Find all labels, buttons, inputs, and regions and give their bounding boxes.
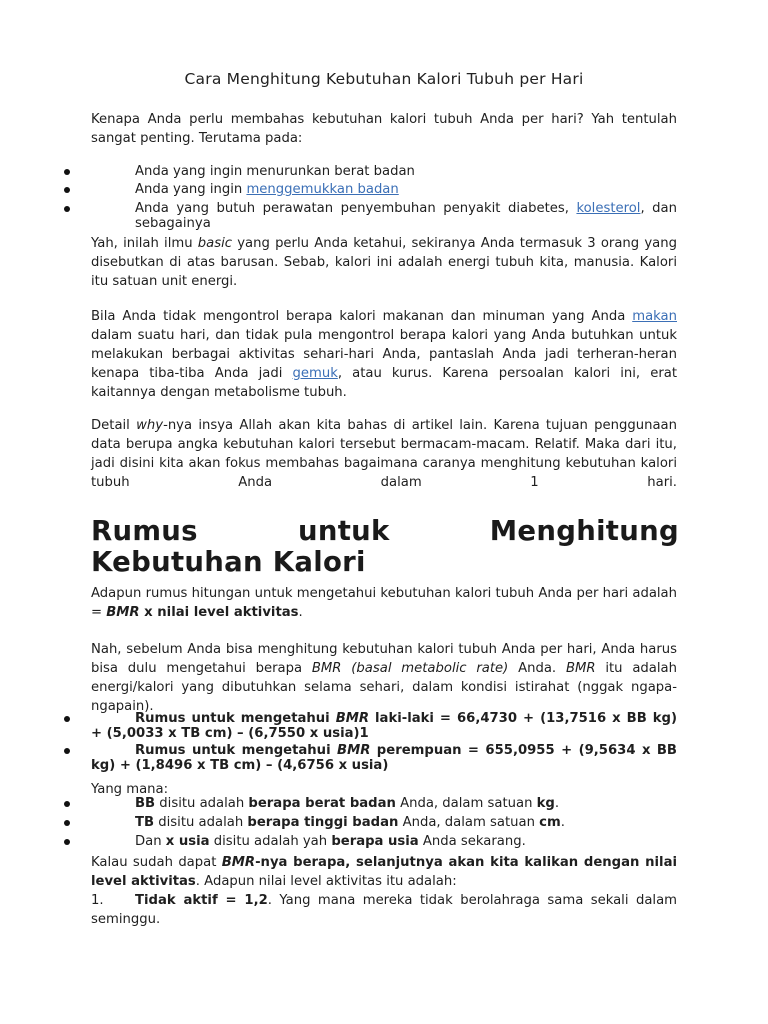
definition-tb: TB disitu adalah berapa tinggi badan Anda, dalam satuan cm. (135, 815, 565, 830)
paragraph-basic: Yah, inilah ilmu basic yang perlu Anda ketahui, sekiranya Anda termasuk 3 orang yang disebutkan di atas barusan. Sebab, kalori ini adalah energi tubuh kita, manusia. Kalori itu satuan unit energi. (91, 236, 677, 289)
bullet-icon (64, 820, 70, 826)
paragraph-kalau: Kalau sudah dapat BMR-nya berapa, selanjutnya akan kita kalikan dengan nilai level aktivitas. Adapun nilai level aktivitas itu adalah: (91, 855, 677, 889)
bullet-icon (64, 169, 70, 175)
link-kolesterol[interactable]: kolesterol (576, 201, 641, 216)
paragraph-detail: Detail why-nya insya Allah akan kita bahas di artikel lain. Karena tujuan penggunaan data berupa angka kebutuhan kalori tersebut bermacam-macam. Relatif. Maka dari itu, jadi disini kita akan fokus membahas bagaimana caranya menghitung kebutuhan kalori tubuh Anda dalam 1 hari. (91, 418, 677, 490)
section-heading: Rumus untuk Menghitung Kebutuhan Kalori (91, 515, 679, 578)
yang-mana-text: Yang mana: (91, 782, 169, 797)
document-title: Cara Menghitung Kebutuhan Kalori Tubuh per Hari (184, 70, 584, 88)
bullet-icon (64, 839, 70, 845)
formula-male: Rumus untuk mengetahui BMR laki-laki = 66,4730 + (13,7516 x BB kg) + (5,0033 x TB cm) – (6,7550 x usia)1 (91, 711, 677, 741)
list-item-text: Anda yang butuh perawatan penyembuhan penyakit diabetes, kolesterol, dan sebagainya (135, 201, 677, 231)
link-menggemukkan-badan[interactable]: menggemukkan badan (246, 182, 399, 197)
bullet-icon (64, 187, 70, 193)
bullet-icon (64, 801, 70, 807)
link-gemuk[interactable]: gemuk (292, 366, 338, 381)
formula-female: Rumus untuk mengetahui BMR perempuan = 655,0955 + (9,5634 x BB kg) + (1,8496 x TB cm) – (4,6756 x usia) (91, 743, 677, 773)
bullet-icon (64, 206, 70, 212)
intro-paragraph: Kenapa Anda perlu membahas kebutuhan kalori tubuh Anda per hari? Yah tentulah sangat penting. Terutama pada: (91, 112, 677, 146)
activity-level-item: 1. Tidak aktif = 1,2. Yang mana mereka tidak berolahraga sama sekali dalam seminggu. (91, 893, 677, 927)
paragraph-bila: Bila Anda tidak mengontrol berapa kalori makanan dan minuman yang Anda makan dalam suatu hari, dan tidak pula mengontrol berapa kalori yang Anda butuhkan untuk melakukan berbagai aktivitas sehari-hari Anda, pantaslah Anda jadi terheran-heran kenapa tiba-tiba Anda jadi gemuk, atau kurus. Karena persoalan kalori ini, erat kaitannya dengan metabolisme tubuh. (91, 309, 677, 400)
paragraph-rumus: Adapun rumus hitungan untuk mengetahui kebutuhan kalori tubuh Anda per hari adalah = BMR x nilai level aktivitas. (91, 586, 677, 620)
list-item-text: Anda yang ingin menggemukkan badan (135, 182, 399, 197)
list-item-text: Anda yang ingin menurunkan berat badan (135, 164, 415, 179)
link-makan[interactable]: makan (632, 309, 677, 324)
paragraph-nah: Nah, sebelum Anda bisa menghitung kebutuhan kalori tubuh Anda per hari, Anda harus bisa dulu mengetahui berapa BMR (basal metabolic rate) Anda. BMR itu adalah energi/kalori yang dibutuhkan selama sehari, dalam kondisi istirahat (nggak ngapa-ngapain). (91, 642, 677, 714)
definition-usia: Dan x usia disitu adalah yah berapa usia Anda sekarang. (135, 834, 526, 849)
bullet-icon (64, 716, 70, 722)
bullet-icon (64, 748, 70, 754)
definition-bb: BB disitu adalah berapa berat badan Anda, dalam satuan kg. (135, 796, 560, 811)
